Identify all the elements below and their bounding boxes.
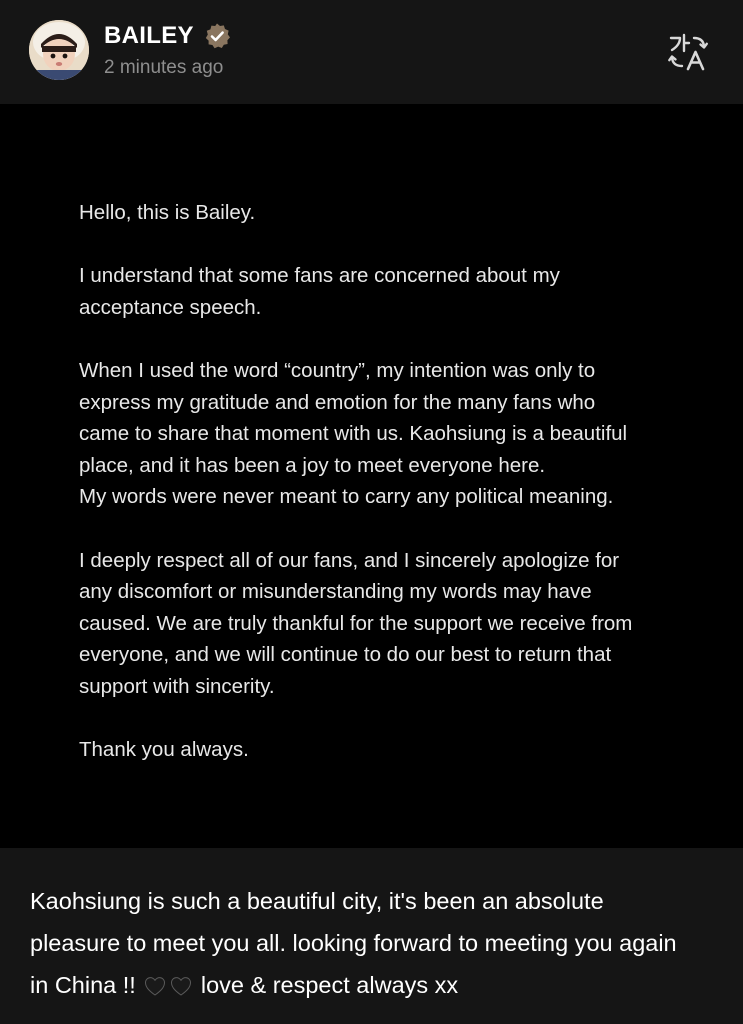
black-heart-icon <box>171 977 191 996</box>
letter-line: any discomfort or misunderstanding my words may have <box>79 580 592 604</box>
verified-badge-icon <box>203 22 231 50</box>
letter-line: express my gratitude and emotion for the many fans who <box>79 390 596 414</box>
caption-line-3-end: love & respect always xx <box>200 972 459 998</box>
username[interactable]: BAILEY <box>104 22 194 49</box>
letter-line: everyone, and we will continue to do our best to return that <box>79 643 612 667</box>
letter-paragraph <box>79 734 679 766</box>
username-row <box>104 21 231 51</box>
letter-line: I understand that some fans are concerned about my <box>79 264 560 288</box>
letter-line: My words were never meant to carry any political meaning. <box>79 485 614 509</box>
translate-icon[interactable] <box>667 32 709 72</box>
black-heart-icon <box>145 977 165 996</box>
caption-line-1: Kaohsiung is such a beautiful city, it's been an absolute <box>30 888 604 914</box>
letter-line: I deeply respect all of our fans, and I sincerely apologize for <box>79 548 620 572</box>
caption-line-3 <box>30 964 720 1006</box>
letter-paragraph <box>79 197 679 229</box>
letter-line: caused. We are truly thankful for the support we receive from <box>79 611 633 635</box>
letter-paragraph <box>79 355 679 513</box>
letter-line: Hello, this is Bailey. <box>79 201 256 224</box>
caption-line-2: pleasure to meet you all. looking forward to meeting you again <box>30 930 677 956</box>
letter-line: place, and it has been a joy to meet everyone here. <box>79 453 546 477</box>
post-image[interactable] <box>0 104 743 848</box>
letter-paragraph <box>79 260 679 323</box>
letter-line: support with sincerity. <box>79 674 275 698</box>
avatar-photo <box>29 20 89 80</box>
letter-paragraph <box>79 545 679 703</box>
statement-letter <box>79 197 679 797</box>
letter-line: came to share that moment with us. Kaohsiung is a beautiful <box>79 422 628 446</box>
caption-line-3-start: in China !! <box>30 972 136 998</box>
letter-line: When I used the word “country”, my intention was only to <box>79 358 596 382</box>
post-caption <box>30 880 720 1006</box>
letter-line: acceptance speech. <box>79 295 262 319</box>
avatar[interactable] <box>29 20 89 80</box>
letter-line: Thank you always. <box>79 738 249 762</box>
post-header <box>0 0 743 104</box>
post-timestamp: 2 minutes ago <box>104 57 224 78</box>
